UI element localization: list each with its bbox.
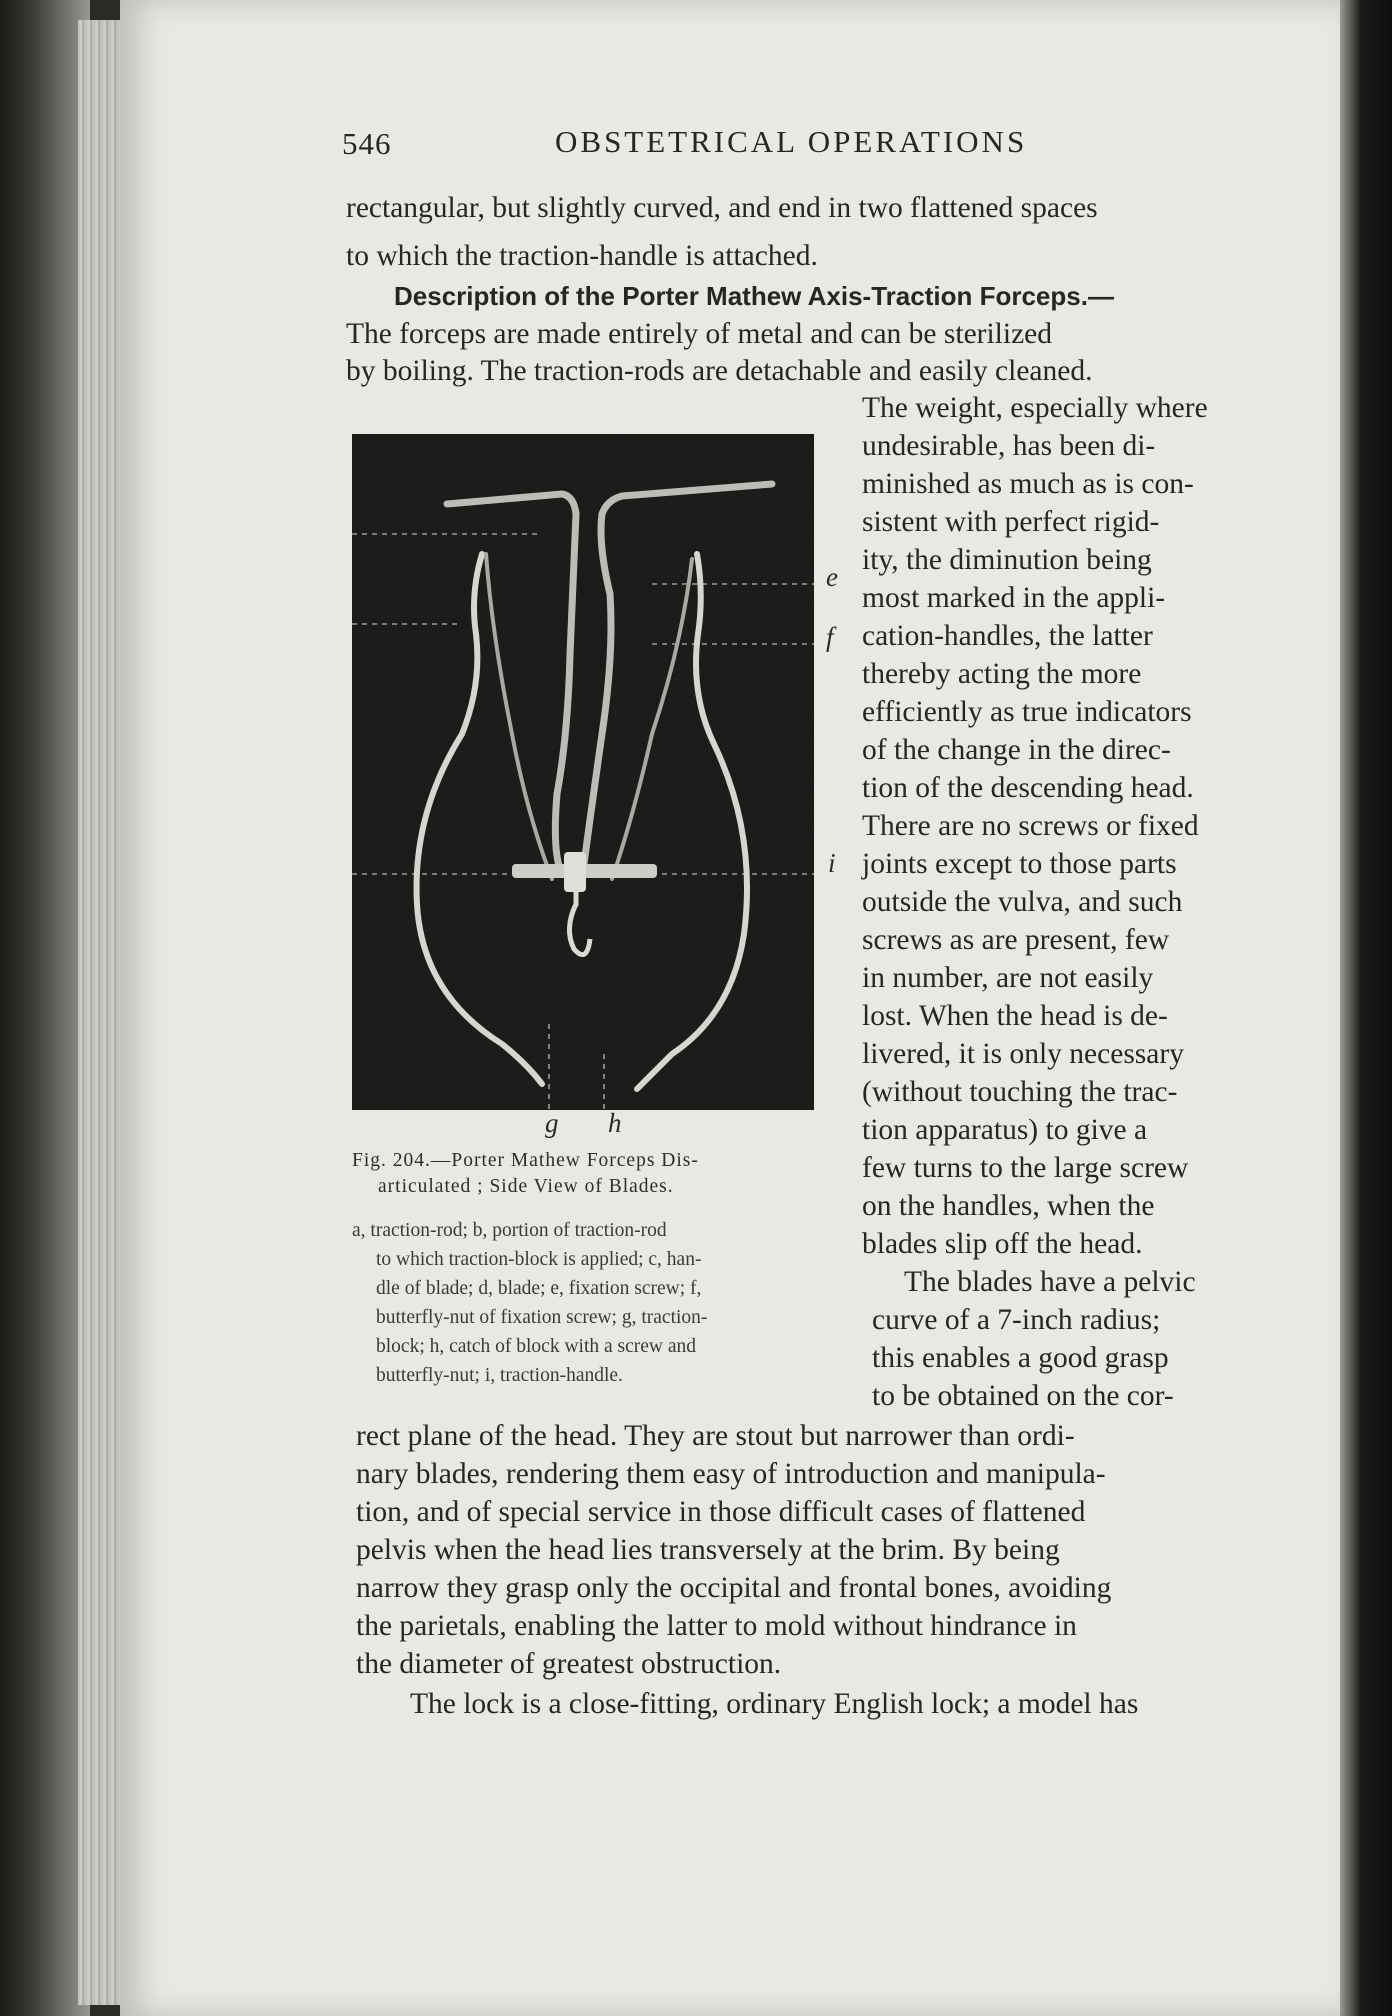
side-line: ity, the diminution being xyxy=(862,544,1152,576)
section-heading: Description of the Porter Mathew Axis-Traction Forceps.— xyxy=(394,281,1114,311)
figure-label-i: i xyxy=(828,848,836,878)
side-line: sistent with perfect rigid- xyxy=(862,506,1160,538)
figure-legend-line: to which traction-block is applied; c, han- xyxy=(376,1249,702,1270)
figure-legend-line: dle of blade; d, blade; e, fixation screw; f, xyxy=(376,1278,702,1299)
side-line: thereby acting the more xyxy=(862,658,1142,690)
side-line: few turns to the large screw xyxy=(862,1152,1189,1184)
side-line: The weight, especially where xyxy=(862,392,1208,424)
body-line: the diameter of greatest obstruction. xyxy=(356,1648,782,1680)
side-line: screws as are present, few xyxy=(862,924,1170,956)
body-line: by boiling. The traction-rods are detachable and easily cleaned. xyxy=(346,355,1093,387)
side-line: most marked in the appli- xyxy=(862,582,1166,614)
body-line: The lock is a close-fitting, ordinary English lock; a model has xyxy=(410,1688,1139,1720)
body-line: to which the traction-handle is attached. xyxy=(346,240,818,272)
page-number: 546 xyxy=(342,126,392,161)
figure-label-h: h xyxy=(608,1108,622,1138)
side-line: (without touching the trac- xyxy=(862,1076,1178,1108)
side-line: efficiently as true indicators xyxy=(862,696,1192,728)
side-line: this enables a good grasp xyxy=(872,1342,1169,1374)
side-line: The blades have a pelvic xyxy=(904,1266,1196,1298)
side-line: livered, it is only necessary xyxy=(862,1038,1184,1070)
body-line: rect plane of the head. They are stout but narrower than ordi- xyxy=(356,1420,1075,1452)
side-line: blades slip off the head. xyxy=(862,1228,1143,1260)
figure-label-e: e xyxy=(826,562,838,592)
body-line: the parietals, enabling the latter to mold without hindrance in xyxy=(356,1610,1077,1642)
book-binding-shadow xyxy=(0,0,90,2016)
side-line: minished as much as is con- xyxy=(862,468,1194,500)
figure-legend-line: a, traction-rod; b, portion of traction-rod xyxy=(352,1220,667,1241)
side-line: undesirable, has been di- xyxy=(862,430,1156,462)
body-line: The forceps are made entirely of metal and can be sterilized xyxy=(346,318,1053,350)
figure-label-f: f xyxy=(826,622,834,652)
side-line: outside the vulva, and such xyxy=(862,886,1183,918)
body-line: narrow they grasp only the occipital and frontal bones, avoiding xyxy=(356,1572,1112,1604)
figure-legend-line: butterfly-nut of fixation screw; g, traction- xyxy=(376,1307,708,1328)
side-line: of the change in the direc- xyxy=(862,734,1171,766)
forceps-photograph xyxy=(352,434,814,1110)
side-line: There are no screws or fixed xyxy=(862,810,1199,842)
figure-caption-title: Fig. 204.—Porter Mathew Forceps Dis- xyxy=(352,1150,699,1171)
figure-label-g: g xyxy=(545,1108,559,1138)
side-line: in number, are not easily xyxy=(862,962,1154,994)
side-line: curve of a 7-inch radius; xyxy=(872,1304,1161,1336)
opposite-page-edge xyxy=(1340,0,1392,2016)
figure-legend-line: butterfly-nut; i, traction-handle. xyxy=(376,1365,623,1386)
running-title: OBSTETRICAL OPERATIONS xyxy=(555,124,1028,159)
figure-caption-title: articulated ; Side View of Blades. xyxy=(378,1176,674,1197)
body-line: pelvis when the head lies transversely at the brim. By being xyxy=(356,1534,1060,1566)
figure-legend-line: block; h, catch of block with a screw and xyxy=(376,1336,697,1357)
side-line: tion apparatus) to give a xyxy=(862,1114,1148,1146)
body-line: nary blades, rendering them easy of introduction and manipula- xyxy=(356,1458,1106,1490)
side-line: on the handles, when the xyxy=(862,1190,1155,1222)
body-line: rectangular, but slightly curved, and end in two flattened spaces xyxy=(346,192,1098,224)
side-line: cation-handles, the latter xyxy=(862,620,1153,652)
side-line: joints except to those parts xyxy=(862,848,1177,880)
side-line: lost. When the head is de- xyxy=(862,1000,1168,1032)
body-line: tion, and of special service in those difficult cases of flattened xyxy=(356,1496,1086,1528)
forceps-illustration xyxy=(352,434,814,1110)
side-line: tion of the descending head. xyxy=(862,772,1194,804)
side-line: to be obtained on the cor- xyxy=(872,1380,1174,1412)
